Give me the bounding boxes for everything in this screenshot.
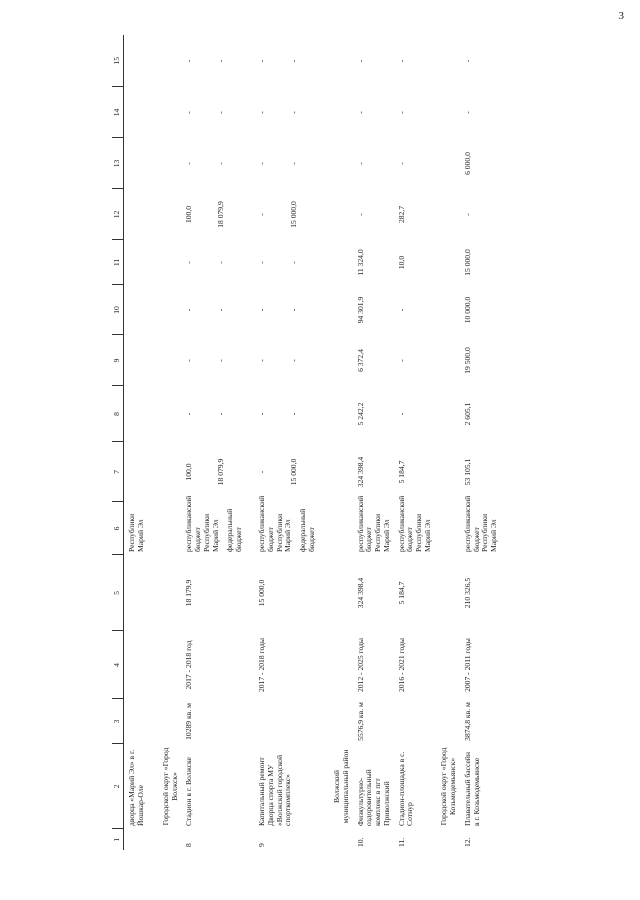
amount-value: - xyxy=(257,359,267,362)
amount-cell xyxy=(181,386,254,442)
empty-cell xyxy=(156,35,181,87)
empty-cell xyxy=(327,335,352,386)
amount-value: - xyxy=(462,213,472,216)
amount-value: - xyxy=(257,308,267,312)
amount-value: - xyxy=(257,213,267,216)
amount-cell xyxy=(394,335,435,386)
amount-cell xyxy=(460,386,501,442)
amount-value: - xyxy=(257,111,267,114)
object-area xyxy=(254,699,327,744)
column-number-header: 8 xyxy=(112,386,124,442)
amount-cell xyxy=(181,87,254,138)
amount-value xyxy=(128,445,154,499)
empty-cell xyxy=(327,386,352,442)
empty-cell xyxy=(434,555,459,631)
amount-cell xyxy=(181,189,254,240)
column-number-header: 7 xyxy=(112,442,124,502)
district-row xyxy=(434,35,459,850)
amount-value: - xyxy=(396,412,406,416)
amount-cell xyxy=(394,189,435,240)
amount-cell xyxy=(394,138,435,189)
column-number-header: 11 xyxy=(112,240,124,285)
budget-sources-cell xyxy=(394,495,435,555)
amount-cell xyxy=(254,189,327,240)
empty-cell xyxy=(156,442,181,502)
amount-value: - xyxy=(289,412,299,416)
amount-value: - xyxy=(289,359,299,362)
amount-cell xyxy=(460,335,501,386)
table-row xyxy=(254,35,327,850)
column-number-header: 6 xyxy=(112,502,124,555)
object-area xyxy=(124,699,157,744)
budget-source: Республики Марий Эл xyxy=(127,513,145,552)
budget-sources-cell xyxy=(124,502,157,555)
amount-value: - xyxy=(257,162,267,165)
amount-value: 100,0 xyxy=(184,205,194,224)
empty-cell xyxy=(156,829,181,850)
column-number-header: 14 xyxy=(112,87,124,138)
empty-cell xyxy=(327,138,352,189)
amount-value: 15 000,0 xyxy=(289,201,299,228)
empty-cell xyxy=(327,240,352,285)
amount-cell xyxy=(254,442,327,502)
amount-value: - xyxy=(184,162,194,165)
district-name: Городской округ «Город Волжск» xyxy=(161,747,179,826)
amount-cell xyxy=(124,138,157,189)
amount-cell xyxy=(460,138,501,189)
amount-cell xyxy=(181,240,254,285)
column-number-header: 12 xyxy=(112,189,124,240)
table-row xyxy=(124,35,157,850)
amount-value: - xyxy=(184,359,194,362)
amount-cell xyxy=(394,87,435,138)
amount-cell xyxy=(460,87,501,138)
amount-value: - xyxy=(289,111,299,114)
amount-cell xyxy=(394,35,435,87)
amount-cell xyxy=(124,335,157,386)
amount-cell xyxy=(460,442,501,502)
empty-cell xyxy=(156,87,181,138)
amount-value: - xyxy=(257,412,267,416)
amount-cell xyxy=(394,240,435,285)
amount-cell xyxy=(181,285,254,335)
amount-cell xyxy=(460,35,501,87)
amount-value: - xyxy=(216,162,226,165)
amount-value: 10 000,0 xyxy=(462,296,472,324)
total-cost: 18 179,9 xyxy=(184,579,194,607)
amount-value: - xyxy=(355,162,365,165)
object-name: Плавательный бассейн в г. Козьмодемьянске xyxy=(462,752,481,826)
amount-cell xyxy=(124,189,157,240)
amount-value: - xyxy=(216,261,226,264)
amount-value: 5 184,7 xyxy=(396,460,406,484)
amount-value: - xyxy=(355,59,365,63)
amount-value xyxy=(128,141,154,186)
object-name: дворца «Марий Эл» в г. Йошкар-Оле xyxy=(127,749,145,826)
empty-cell xyxy=(327,829,352,850)
object-area: 5576,9 кв. м xyxy=(355,702,365,741)
amount-cell xyxy=(254,335,327,386)
amount-value: - xyxy=(184,59,194,63)
implementation-years xyxy=(124,631,157,699)
amount-value: 19 500,0 xyxy=(462,347,472,374)
amount-cell xyxy=(394,442,435,502)
page-number: 3 xyxy=(618,10,624,22)
empty-cell xyxy=(434,138,459,189)
empty-cell xyxy=(434,35,459,87)
amount-value: - xyxy=(216,412,226,416)
budget-sources-cell xyxy=(254,495,327,555)
empty-cell xyxy=(327,555,352,631)
amount-value: - xyxy=(396,111,406,114)
amount-value: 324 398,4 xyxy=(355,456,365,488)
amount-value: 15 000,0 xyxy=(289,458,299,486)
budget-source: республиканский бюджет Республики Марий Эл xyxy=(355,495,391,552)
empty-cell xyxy=(156,555,181,631)
column-number-row xyxy=(112,35,124,850)
object-name: Капитальный ремонт Дворца спорта МУ «Волжский городской спорткомплекс» xyxy=(257,754,293,826)
amount-cell xyxy=(254,35,327,87)
amount-cell xyxy=(353,442,394,502)
object-name: Стадион в г. Волжске xyxy=(184,757,194,826)
amount-cell xyxy=(254,240,327,285)
table-row xyxy=(181,35,254,850)
column-number-header: 10 xyxy=(112,285,124,335)
amount-value xyxy=(128,288,154,332)
implementation-years: 2017 - 2018 годы xyxy=(257,637,267,693)
row-number: 11. xyxy=(396,837,406,847)
empty-cell xyxy=(434,240,459,285)
amount-cell xyxy=(394,386,435,442)
empty-cell xyxy=(156,386,181,442)
amount-value: - xyxy=(396,308,406,312)
empty-cell xyxy=(156,240,181,285)
amount-value xyxy=(128,389,154,439)
table-row xyxy=(460,35,501,850)
amount-value: - xyxy=(396,59,406,63)
amount-value: - xyxy=(257,59,267,63)
amount-cell xyxy=(353,35,394,87)
implementation-years: 2016 - 2021 годы xyxy=(396,637,406,693)
amount-cell xyxy=(460,189,501,240)
empty-cell xyxy=(434,386,459,442)
table-row xyxy=(394,35,435,850)
district-name: Городской округ «Город Козьмодемьянск» xyxy=(439,747,458,826)
amount-cell xyxy=(460,285,501,335)
amount-value: - xyxy=(396,162,406,165)
column-number-header: 4 xyxy=(112,631,124,699)
implementation-years: 2007 - 2011 годы xyxy=(462,638,472,692)
amount-cell xyxy=(460,240,501,285)
budget-source: федеральный бюджет xyxy=(298,508,316,552)
empty-cell xyxy=(434,189,459,240)
amount-value: - xyxy=(462,59,472,63)
budget-sources-cell xyxy=(181,495,254,555)
amount-cell xyxy=(124,442,157,502)
column-number-header: 15 xyxy=(112,35,124,87)
column-number-header: 9 xyxy=(112,335,124,386)
amount-cell xyxy=(181,138,254,189)
amount-value: - xyxy=(355,213,365,216)
amount-value: - xyxy=(289,59,299,63)
row-number: 9 xyxy=(257,843,267,847)
empty-cell xyxy=(434,631,459,699)
budget-sources-cell xyxy=(460,495,501,555)
amount-value: 100,0 xyxy=(184,463,194,481)
budget-sources-cell xyxy=(353,495,394,555)
total-cost: 324 398,4 xyxy=(355,577,365,609)
total-cost xyxy=(124,555,157,631)
empty-cell xyxy=(156,631,181,699)
amount-value xyxy=(128,90,154,135)
amount-value: 11 324,0 xyxy=(355,249,365,276)
amount-value: 94 301,9 xyxy=(355,296,365,324)
amount-value xyxy=(128,338,154,383)
total-cost: 210 326,5 xyxy=(462,577,472,609)
amount-value: 2 605,1 xyxy=(462,402,472,426)
amount-value: - xyxy=(184,261,194,264)
total-cost: 15 000,0 xyxy=(257,579,267,607)
amount-cell xyxy=(353,285,394,335)
amount-value: - xyxy=(257,470,267,474)
amount-cell xyxy=(254,138,327,189)
amount-cell xyxy=(353,240,394,285)
empty-cell xyxy=(434,87,459,138)
amount-cell xyxy=(181,35,254,87)
rotated-table-wrapper xyxy=(112,35,619,850)
amount-value xyxy=(128,38,154,84)
amount-value xyxy=(128,243,154,282)
empty-cell xyxy=(156,699,181,744)
amount-cell xyxy=(394,285,435,335)
budget-source: республиканский бюджет Республики Марий Эл xyxy=(462,495,498,552)
empty-cell xyxy=(156,285,181,335)
object-name: Стадион-площадка в с. Сотнур xyxy=(396,751,415,826)
table-body xyxy=(124,35,501,850)
empty-cell xyxy=(434,335,459,386)
object-area xyxy=(394,699,435,744)
amount-value: - xyxy=(184,111,194,114)
implementation-years: 2017 - 2018 год xyxy=(184,640,194,690)
amount-cell xyxy=(124,285,157,335)
object-name: Физкультурно-оздоровительный комплекс в пгт Приволжский xyxy=(355,769,391,826)
amount-value: - xyxy=(184,308,194,312)
empty-cell xyxy=(327,189,352,240)
amount-cell xyxy=(353,335,394,386)
amount-value: - xyxy=(289,261,299,264)
amount-value: 15 000,0 xyxy=(462,249,472,276)
amount-value: - xyxy=(216,359,226,362)
amount-value: 6 372,4 xyxy=(355,349,365,372)
empty-cell xyxy=(434,285,459,335)
amount-value: 18 079,9 xyxy=(216,458,226,486)
amount-cell xyxy=(254,386,327,442)
amount-value: 53 105,1 xyxy=(462,458,472,486)
object-area: 3874,8 кв. м xyxy=(462,702,472,741)
amount-value: 282,7 xyxy=(396,205,406,224)
district-name: Волжский муниципальный район xyxy=(332,749,350,824)
amount-value: - xyxy=(216,308,226,312)
column-number-header: 5 xyxy=(112,555,124,631)
amount-value: - xyxy=(289,308,299,312)
amount-cell xyxy=(353,386,394,442)
column-number-header: 3 xyxy=(112,699,124,744)
empty-cell xyxy=(156,335,181,386)
empty-cell xyxy=(327,87,352,138)
total-cost: 5 184,7 xyxy=(396,581,406,605)
empty-cell xyxy=(327,442,352,502)
amount-cell xyxy=(124,87,157,138)
district-row xyxy=(156,35,181,850)
empty-cell xyxy=(156,138,181,189)
budget-table xyxy=(112,35,501,850)
amount-cell xyxy=(181,335,254,386)
amount-cell xyxy=(353,87,394,138)
empty-cell xyxy=(156,189,181,240)
row-number: 10. xyxy=(355,837,365,847)
column-number-header: 13 xyxy=(112,138,124,189)
amount-cell xyxy=(124,35,157,87)
amount-value: - xyxy=(184,412,194,416)
amount-value: - xyxy=(355,111,365,114)
amount-cell xyxy=(353,138,394,189)
row-number: 8 xyxy=(184,843,194,847)
amount-value: - xyxy=(216,111,226,114)
empty-cell xyxy=(327,699,352,744)
empty-cell xyxy=(434,829,459,850)
amount-value: - xyxy=(289,162,299,165)
amount-value: - xyxy=(257,261,267,264)
empty-cell xyxy=(434,502,459,555)
amount-value: - xyxy=(462,111,472,114)
empty-cell xyxy=(156,502,181,555)
amount-value: 6 000,0 xyxy=(462,152,472,175)
empty-cell xyxy=(327,35,352,87)
budget-source: федеральный бюджет xyxy=(225,508,244,552)
amount-value: 18 079,9 xyxy=(216,201,226,228)
empty-cell xyxy=(434,699,459,744)
implementation-years: 2012 - 2025 годы xyxy=(355,637,365,693)
column-number-header: 1 xyxy=(112,829,124,850)
row-number xyxy=(124,829,157,850)
amount-cell xyxy=(254,285,327,335)
amount-value xyxy=(128,192,154,237)
amount-cell xyxy=(353,189,394,240)
amount-value: - xyxy=(396,359,406,362)
empty-cell xyxy=(327,502,352,555)
object-area: 10289 кв. м xyxy=(184,703,194,740)
amount-cell xyxy=(254,87,327,138)
amount-cell xyxy=(124,386,157,442)
district-row xyxy=(327,35,352,850)
column-number-header: 2 xyxy=(112,744,124,829)
amount-cell xyxy=(124,240,157,285)
budget-source: республиканский бюджет Республики Марий Эл xyxy=(184,495,220,552)
budget-source: республиканский бюджет Республики Марий Эл xyxy=(257,495,293,552)
empty-cell xyxy=(327,631,352,699)
amount-value: 5 242,2 xyxy=(355,402,365,426)
budget-source: республиканский бюджет Республики Марий Эл xyxy=(396,495,432,552)
amount-cell xyxy=(181,442,254,502)
empty-cell xyxy=(327,285,352,335)
row-number: 12. xyxy=(462,837,472,847)
table-row xyxy=(353,35,394,850)
amount-value: 10,0 xyxy=(396,255,406,270)
amount-value: - xyxy=(216,59,226,63)
empty-cell xyxy=(434,442,459,502)
